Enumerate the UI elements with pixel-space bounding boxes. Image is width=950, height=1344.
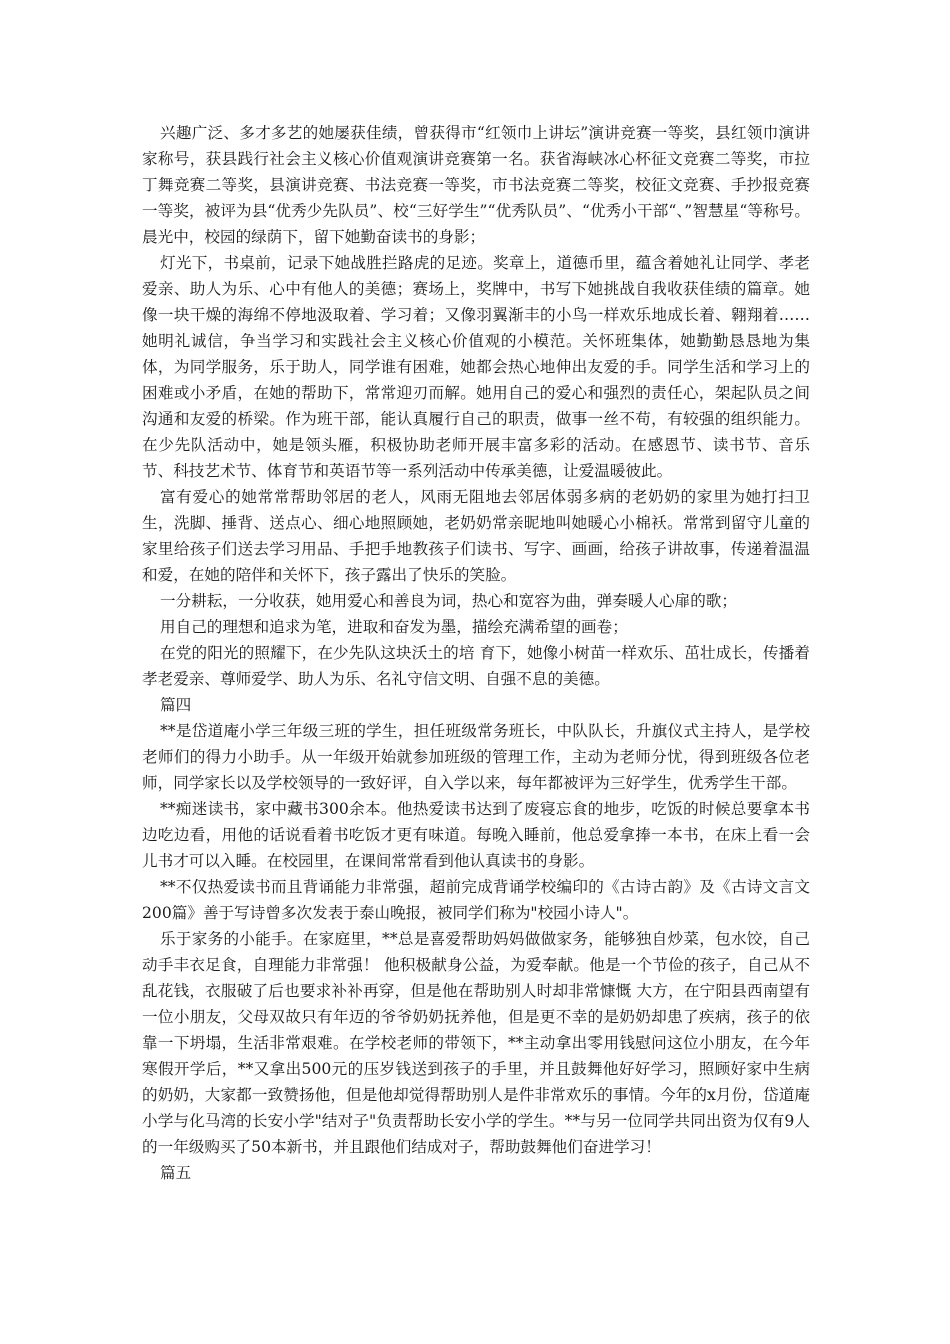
paragraph-helper: 乐于家务的小能手。在家庭里，**总是喜爱帮助妈妈做做家务，能够独自炒菜，包水饺，自己动手丰衣足食，自理能力非常强！ 他积极献身公益，为爱奉献。他是一个节俭的孩子，自己从不乱花钱，衣服破了后也要求补补再穿，但是他在帮助别人时却非常慷慨 大方，在宁阳县西南望有一位小朋友，父母双故只有年迈的爷爷奶奶抚养他，但是更不幸的是奶奶却患了疾病，孩子的依靠一下坍塌，生活非常艰难。在学校老师的带领下，**主动拿出零用钱慰问这位小朋友，在今年寒假开学后，**又拿出500元的压岁钱送到孩子的手里，并且鼓舞他好好学习，照顾好家中生病的奶奶，大家都一致赞扬他，但是他却觉得帮助别人是件非常欢乐的事情。今年的x月份，岱道庵小学与化马湾的长安小学"结对子"负责帮助长安小学的学生。**与另一位同学共同出资为仅有9人的一年级购买了50本新书，并且跟他们结成对子，帮助鼓舞他们奋进学习！ (142, 930, 810, 1156)
paragraph-harvest: 一分耕耘，一分收获，她用爱心和善良为词，热心和宽容为曲，弹奏暖人心扉的歌； (160, 592, 737, 610)
paragraph-ideals: 用自己的理想和追求为笔，进取和奋发为墨，描绘充满希望的画卷； (160, 618, 628, 636)
section-heading-part-five: 篇五 (160, 1164, 192, 1182)
paragraph-reading: **痴迷读书，家中藏书300余本。他热爱读书达到了废寝忘食的地步，吃饭的时候总要拿本书边吃边看，用他的话说看着书吃饭才更有味道。每晚入睡前，他总爱拿捧一本书，在床上看一会儿书才可以入睡。在校园里，在课间常常看到他认真读书的身影。 (142, 800, 810, 870)
paragraph-poetry: **不仅热爱读书而且背诵能力非常强，超前完成背诵学校编印的《古诗古韵》及《古诗文言文200篇》善于写诗曾多次发表于泰山晚报，被同学们称为"校园小诗人"。 (142, 878, 810, 922)
paragraph-growth: 在党的阳光的照耀下，在少先队这块沃土的培 育下，她像小树苗一样欢乐、茁壮成长，传播着孝老爱亲、尊师爱学、助人为乐、名礼守信文明、自强不息的美德。 (142, 644, 810, 688)
paragraph-class-monitor: **是岱道庵小学三年级三班的学生，担任班级常务班长，中队队长，升旗仪式主持人，是学校老师们的得力小助手。从一年级开始就参加班级的管理工作，主动为老师分忧，得到班级各位老师，同学家长以及学校领导的一致好评，自入学以来，每年都被评为三好学生，优秀学生干部。 (142, 722, 810, 792)
document-page (142, 120, 810, 1186)
paragraph-awards: 兴趣广泛、多才多艺的她屡获佳绩，曾获得市“红领巾上讲坛”演讲竞赛一等奖，县红领巾演讲家称号，获县践行社会主义核心价值观演讲竞赛第一名。获省海峡冰心杯征文竞赛二等奖，市拉丁舞竞赛二等奖，县演讲竞赛、书法竞赛一等奖，市书法竞赛二等奖，校征文竞赛、手抄报竞赛一等奖，被评为县“优秀少先队员”、校“三好学生”“优秀队员”、“优秀小干部“、”智慧星“等称号。晨光中，校园的绿荫下，留下她勤奋读书的身影； (142, 124, 810, 246)
section-heading-part-four: 篇四 (160, 696, 192, 714)
paragraph-character: 灯光下，书桌前，记录下她战胜拦路虎的足迹。奖章上，道德币里，蕴含着她礼让同学、孝老爱亲、助人为乐、心中有他人的美德；赛场上，奖牌中，书写下她挑战自我收获佳绩的篇章。她像一块干燥的海绵不停地汲取着、学习着；又像羽翼渐丰的小鸟一样欢乐地成长着、翱翔着…… 她明礼诚信，争当学习和实践社会主义核心价值观的小模范。关怀班集体，她勤勤恳恳地为集体，为同学服务，乐于助人，同学谁有困难，她都会热心地伸出友爱的手。同学生活和学习上的困难或小矛盾，在她的帮助下，常常迎刃而解。她用自己的爱心和强烈的责任心，架起队员之间沟通和友爱的桥梁。作为班干部，能认真履行自己的职责，做事一丝不苟，有较强的组织能力。在少先队活动中，她是领头雁，积极协助老师开展丰富多彩的活动。在感恩节、读书节、音乐节、科技艺术节、体育节和英语节等一系列活动中传承美德，让爱温暖彼此。 (142, 254, 810, 480)
paragraph-caring: 富有爱心的她常常帮助邻居的老人，风雨无阻地去邻居体弱多病的老奶奶的家里为她打扫卫生，洗脚、捶背、送点心、细心地照顾她，老奶奶常亲昵地叫她暖心小棉袄。常常到留守儿童的家里给孩子们送去学习用品、手把手地教孩子们读书、写字、画画，给孩子讲故事，传递着温温和爱，在她的陪伴和关怀下，孩子露出了快乐的笑脸。 (142, 488, 810, 584)
